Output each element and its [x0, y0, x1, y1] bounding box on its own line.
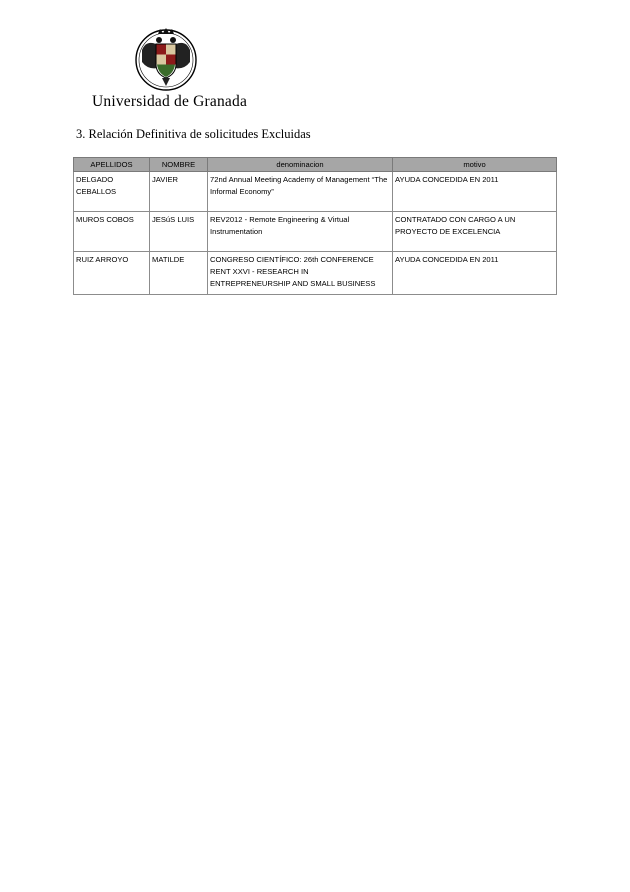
cell-motivo: AYUDA CONCEDIDA EN 2011 — [393, 172, 557, 212]
cell-denominacion: REV2012 - Remote Engineering & Virtual Instrumentation — [208, 212, 393, 252]
cell-apellidos: RUIZ ARROYO — [74, 252, 150, 295]
cell-denominacion: CONGRESO CIENTÍFICO: 26th CONFERENCE RENT XXVI - RESEARCH IN ENTREPRENEURSHIP AND SMALL BUSINESS — [208, 252, 393, 295]
cell-denominacion: 72nd Annual Meeting Academy of Management “The Informal Economy” — [208, 172, 393, 212]
column-header-denominacion: denominacion — [208, 158, 393, 172]
table-header-row — [74, 158, 557, 172]
cell-nombre: JESúS LUIS — [150, 212, 208, 252]
cell-apellidos: DELGADO CEBALLOS — [74, 172, 150, 212]
column-header-motivo: motivo — [393, 158, 557, 172]
column-header-nombre: NOMBRE — [150, 158, 208, 172]
university-crest-icon — [132, 26, 200, 92]
table-row — [74, 212, 557, 252]
excluded-applications-table — [73, 157, 557, 295]
table-row — [74, 172, 557, 212]
column-header-apellidos: APELLIDOS — [74, 158, 150, 172]
cell-nombre: JAVIER — [150, 172, 208, 212]
university-name: Universidad de Granada — [92, 93, 248, 110]
table-row — [74, 252, 557, 295]
section-heading: 3. Relación Definitiva de solicitudes Excluidas — [76, 127, 311, 141]
cell-apellidos: MUROS COBOS — [74, 212, 150, 252]
cell-motivo: CONTRATADO CON CARGO A UN PROYECTO DE EXCELENCIA — [393, 212, 557, 252]
cell-motivo: AYUDA CONCEDIDA EN 2011 — [393, 252, 557, 295]
cell-nombre: MATILDE — [150, 252, 208, 295]
